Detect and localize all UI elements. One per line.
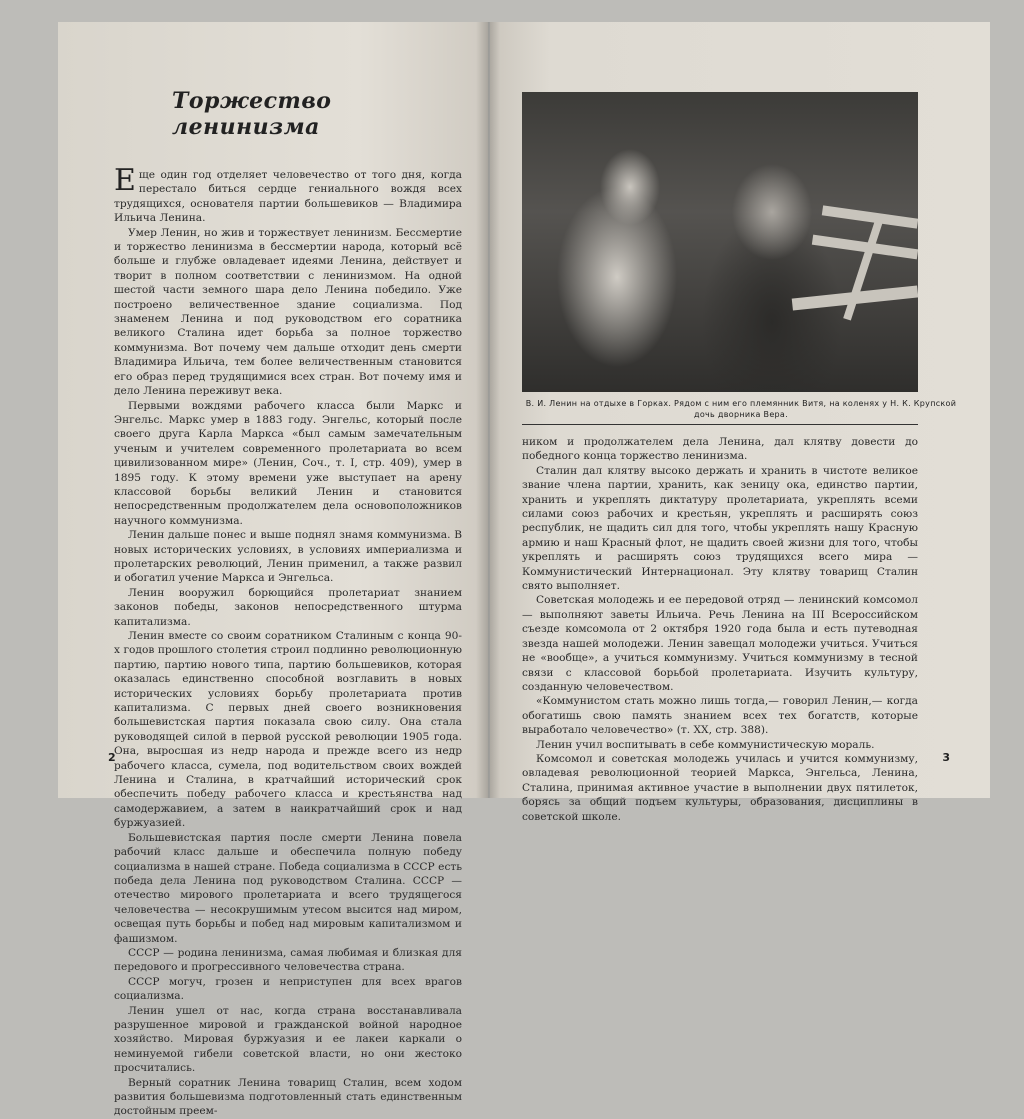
left-page xyxy=(58,22,488,1118)
paragraph: Еще один год отделяет человечество от того дня, когда перестало биться сердце гениального вождя всех трудящихся, основателя партии большевиков — Владимира Ильича Ленина. xyxy=(114,163,462,225)
left-page-text xyxy=(114,163,462,1119)
paragraph: Ленин дальше понес и выше поднял знамя коммунизма. В новых исторических условиях, в условиях империализма и пролетарских революций, Ленин применил, а также развил и обогатил учение Маркса и Энгельса. xyxy=(114,529,462,585)
page-number: 2 xyxy=(108,751,116,764)
bench-leg xyxy=(843,213,885,320)
paragraph: Верный соратник Ленина товарищ Сталин, всем ходом развития большевизма подготовленный стать единственным достойным преем- xyxy=(114,1076,462,1118)
right-page-text xyxy=(522,435,918,824)
paragraph: СССР могуч, грозен и неприступен для всех врагов социализма. xyxy=(114,975,462,1003)
photograph xyxy=(522,92,918,392)
paragraph: Комсомол и советская молодежь училась и учится коммунизму, овладевая революционной теорией Маркса, Энгельса, Ленина, Сталина, принимая активное участие в выполнении двух пятилеток, борясь за общий подъем культуры, образования, дисциплины в советской школе. xyxy=(522,752,918,823)
paragraph: Умер Ленин, но жив и торжествует ленинизм. Бессмертие и торжество ленинизма в бессмертии народа, который всё больше и глубже овладевает идеями Ленина, действует и творит в полном соответствии с ленинизмом. На одной шестой части земного шара дело Ленина победило. Уже построено величественное здание социализма. Под знаменем Ленина и под руководством его соратника великого Сталина идет борьба за полное торжество коммунизма. Вот почему чем дальше отходит день смерти Владимира Ильича, тем более величественным становится его образ перед трудящимися всех стран. Вот почему имя и дело Ленина переживут века. xyxy=(114,226,462,398)
bench-plank xyxy=(822,205,918,228)
paragraph: «Коммунистом стать можно лишь тогда,— говорил Ленин,— когда обогатишь свою память знанием всех тех богатств, которые выработало человечество» (т. XX, стр. 388). xyxy=(522,695,918,737)
drop-cap: Е xyxy=(114,163,136,198)
photo-caption: В. И. Ленин на отдыхе в Горках. Рядом с ним его племянник Витя, на коленях у Н. К. Крупской дочь дворника Вера. xyxy=(525,399,957,419)
paragraph: ником и продолжателем дела Ленина, дал клятву довести до победного конца торжество ленинизма. xyxy=(522,436,918,463)
book-gutter xyxy=(476,22,500,798)
paragraph: СССР — родина ленинизма, самая любимая и близкая для передового и прогрессивного человечества страна. xyxy=(114,946,462,974)
right-page xyxy=(490,22,990,823)
paragraph: Сталин дал клятву высоко держать и хранить в чистоте великое звание члена партии, хранить, как зеницу ока, единство партии, хранить и укреплять диктатуру пролетариата, укреплять всеми силами союз рабочих и крестьян, укреплять и расширять союз республик, не щадить сил для того, чтобы укреплять нашу Красную армию и наш Красный флот, не щадить своей жизни для того, чтобы укреплять и расширять союз трудящихся всего мира — Коммунистический Интернационал. Эту клятву товарищ Сталин свято выполняет. xyxy=(522,464,918,593)
book-spread xyxy=(58,22,982,1118)
article-title: Торжество ленинизма xyxy=(172,88,332,140)
paragraph: Ленин вооружил борющийся пролетариат знанием законов победы, законов непосредственного штурма капитализма. xyxy=(114,586,462,628)
paragraph: Первыми вождями рабочего класса были Маркс и Энгельс. Маркс умер в 1883 году. Энгельс, который после своего друга Карла Маркса «был самым замечательным ученым и учителем современного пролетариата во всем цивилизованном мире» (Ленин, Соч., т. I, стр. 409), умер в 1895 году. К этому времени уже выступает на арену классовой борьбы великий Ленин и становится непосредственным продолжателем дела основоположников научного коммунизма. xyxy=(114,399,462,527)
paragraph: Советская молодежь и ее передовой отряд — ленинский комсомол — выполняют заветы Ильича. Речь Ленина на III Всероссийском съезде комсомола от 2 октября 1920 года была и есть путеводная звезда нашей молодежи. Ленин завещал молодежи учиться. Учиться не «вообще», а учиться коммунизму. Учиться коммунизму в тесной связи с классовой борьбой пролетариата. Изучить культуру, созданную человечеством. xyxy=(522,594,918,693)
paragraph: Ленин ушел от нас, когда страна восстанавливала разрушенное мировой и гражданской войной народное хозяйство. Мировая буржуазия и ее лакеи каркали о неминуемой гибели советской власти, но они жестоко просчитались. xyxy=(114,1004,462,1075)
paragraph: Большевистская партия после смерти Ленина повела рабочий класс дальше и обеспечила полную победу социализма в нашей стране. Победа социализма в СССР есть победа дела Ленина под руководством Сталина. СССР — отечество мирового пролетариата и всего трудящегося человечества — несокрушимым утесом высится над миром, освещая путь борьбы и побед над мировым капитализмом и фашизмом. xyxy=(114,831,462,945)
divider xyxy=(522,424,918,425)
paragraph: Ленин учил воспитывать в себе коммунистическую мораль. xyxy=(536,738,875,751)
paragraph: Ленин вместе со своим соратником Сталиным с конца 90-х годов прошлого столетия строил подлинно революционную партию, партию нового типа, партию большевиков, которая оказалась единственно способной возглавить в новых исторических условиях борьбу пролетариата против капитализма. С первых дней своего возникновения большевистская партия показала свою силу. Она стала руководящей силой в первой русской революции 1905 года. Она, выросшая из недр народа и прежде всего из недр рабочего класса, сумела, под водительством своих вождей Ленина и Сталина, в кратчайший исторический срок обеспечить победу рабочего класса и крестьянства над самодержавием, а затем в наикратчайший срок и над буржуазией. xyxy=(114,630,462,830)
page-number: 3 xyxy=(942,751,950,764)
